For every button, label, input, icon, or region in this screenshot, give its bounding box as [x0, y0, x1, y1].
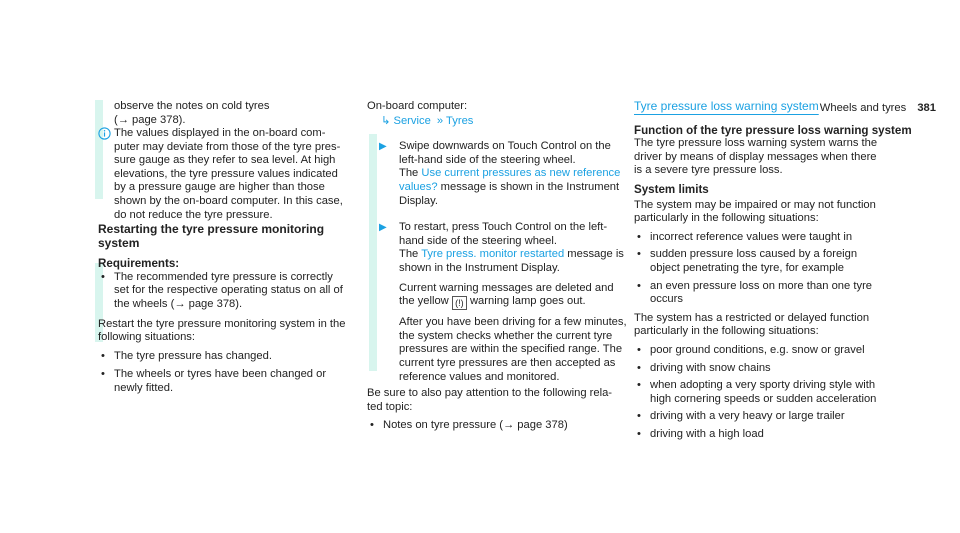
related-list — [367, 419, 627, 433]
info-block — [98, 127, 354, 222]
tyre-warning-lamp-icon: (!) — [452, 296, 467, 310]
display-message: Tyre press. monitor restarted — [421, 248, 565, 261]
step-2: ▶ To restart, press Touch Control on the left- hand side of the steering wheel. The Tyre press. monitor restarted message is shown in the Instrument Display. Current warning messages are deleted and the yellow (!) warning lamp goes out. After you have been driving for a few minutes, the system checks whether the current tyre pressures are within the specified range. The current tyre pressures are then accepted as reference values and monitored. — [379, 221, 627, 383]
list-item: • The wheels or tyres have been changed or newly fitted. — [98, 368, 354, 395]
corner-arrow-icon: ↳ — [381, 114, 391, 127]
restart-section — [98, 223, 354, 396]
page-number: 381 — [917, 102, 936, 114]
section-title: Tyre pressure loss warning system — [634, 99, 819, 113]
column-2 — [367, 100, 627, 433]
menu-path — [381, 115, 627, 129]
function-text: The tyre pressure loss warning system warns the driver by means of display messages when there is a severe tyre pressure loss. — [634, 137, 878, 177]
list-item: • incorrect reference values were taught in — [634, 231, 924, 245]
delay-text: The system has a restricted or delayed function particularly in the following situations: — [634, 311, 870, 338]
info-text: The values displayed in the on-board com- puter may deviate from those of the tyre pres- sure gauge as they refer to sea level. At high elevations, the tyre pressure values indicated by a pressure gauge are higher than those shown by the on-board computer. In this case, do not reduce the tyre pressure. — [114, 127, 343, 221]
info-icon — [98, 127, 111, 140]
attention-text: Be sure to also pay attention to the following rela- ted topic: — [367, 387, 613, 413]
situations-list — [98, 350, 354, 396]
limits-text: The system may be impaired or may not function particularly in the following situations: — [634, 198, 876, 225]
function-heading: Function of the tyre pressure loss warning system — [634, 123, 912, 137]
limits-list — [634, 231, 924, 307]
list-item: • driving with a very heavy or large trailer — [634, 410, 924, 424]
menu-tyres: Tyres — [446, 114, 474, 127]
list-item: • an even pressure loss on more than one tyre occurs — [634, 280, 924, 307]
delay-list — [634, 344, 924, 442]
list-item — [367, 419, 627, 433]
requirements-label: Requirements: — [98, 257, 180, 271]
restart-text: Restart the tyre pressure monitoring system in the following situations: — [98, 317, 346, 344]
list-item: • when adopting a very sporty driving style with high cornering speeds or sudden acceleration — [634, 379, 924, 406]
requirements-list — [98, 271, 354, 312]
display-message: Use current pressures as new reference — [421, 167, 621, 180]
limits-heading: System limits — [634, 182, 709, 196]
section-name: Wheels and tyres — [819, 102, 907, 114]
step-arrow-icon: ▶ — [379, 222, 387, 234]
step-1: ▶ Swipe downwards on Touch Control on the left-hand side of the steering wheel. The Use current pressures as new reference values? message is shown in the Instrument Display. — [379, 140, 621, 207]
column-3 — [634, 100, 924, 441]
intro-text: observe the notes on cold tyres (→ page 378). — [114, 100, 270, 126]
column-1 — [114, 100, 354, 127]
menu-service: Service — [393, 114, 431, 127]
list-item: • poor ground conditions, e.g. snow or gravel — [634, 344, 924, 358]
list-item: • sudden pressure loss caused by a foreign object penetrating the tyre, for example — [634, 248, 924, 275]
onboard-label: On-board computer: — [367, 100, 468, 112]
list-item: • The recommended tyre pressure is correctly set for the respective operating status on all of the wheels (→ page 378). — [98, 271, 354, 312]
section-heading: Restarting the tyre pressure monitoring system — [98, 222, 325, 250]
list-item: • driving with a high load — [634, 428, 924, 442]
list-item: • driving with snow chains — [634, 362, 924, 376]
related-link[interactable]: Notes on tyre pressure (→ page 378) — [383, 419, 568, 432]
list-item: • The tyre pressure has changed. — [98, 350, 354, 364]
double-chevron-icon: » — [436, 114, 444, 127]
step-arrow-icon: ▶ — [379, 141, 387, 153]
